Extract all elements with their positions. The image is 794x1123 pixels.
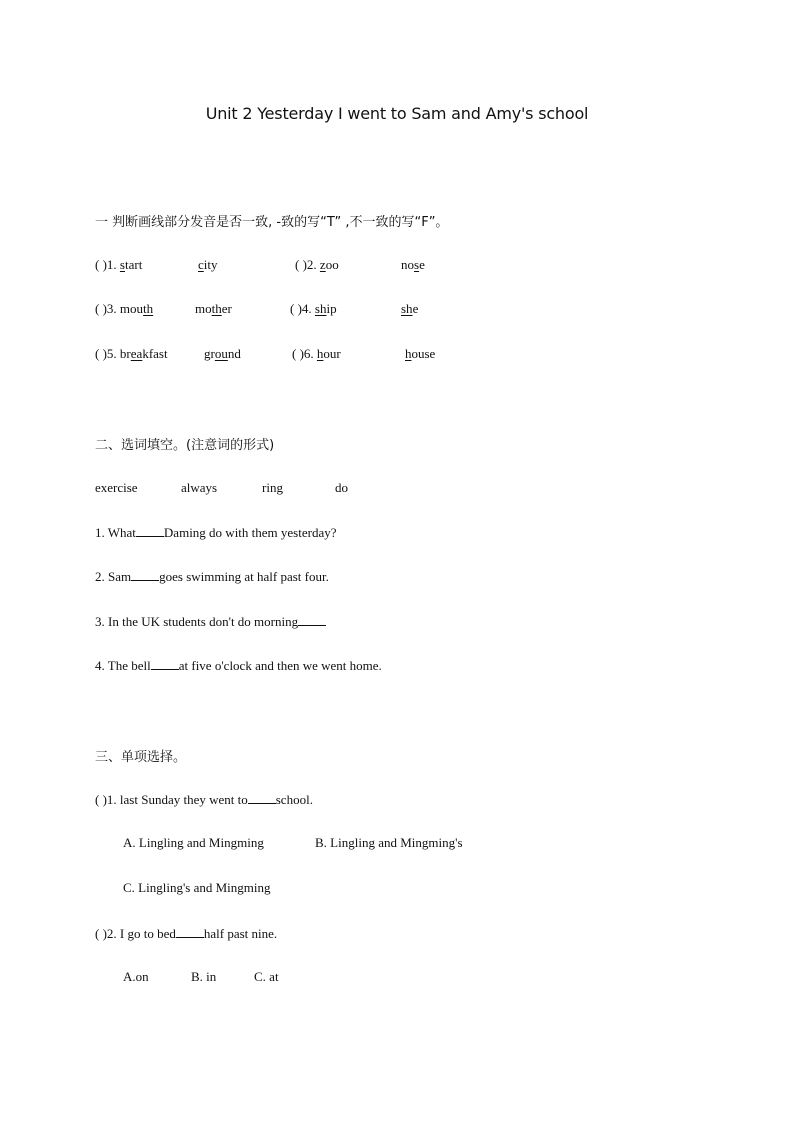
fill-question: 3. In the UK students don't do morning [95,613,326,630]
option-b[interactable]: B. in [191,969,217,984]
answer-blank[interactable] [248,791,276,804]
word: ground [204,346,241,361]
answer-paren[interactable]: ( ) [292,346,304,361]
option-b[interactable]: B. Lingling and Mingming's [315,835,463,850]
answer-paren[interactable]: ( ) [95,257,107,272]
question-item: ( )2. zoo [295,257,339,272]
word: she [401,301,419,316]
section2-heading: 二、选词填空。(注意词的形式) [95,438,275,453]
word: mother [195,301,232,316]
choice-question: ( )2. I go to bed half past nine. [95,926,278,941]
word: ship [314,301,337,316]
answer-blank[interactable] [136,524,164,537]
option-a[interactable]: A. Lingling and Mingming [123,835,264,850]
answer-blank[interactable] [131,568,159,581]
word-bank-item: do [335,480,348,495]
word: hour [316,346,341,361]
word: city [198,257,218,272]
section1-heading: 一 判断画线部分发音是否一致, -致的写“T” ,不一致的写“F”。 [95,215,449,230]
word: breakfast [119,346,168,361]
word: nose [401,257,425,272]
section3-heading: 三、单项选择。 [95,750,187,765]
question-item: ( )4. ship [290,301,337,316]
option-c[interactable]: C. Lingling's and Mingming [123,880,271,895]
answer-paren[interactable]: ( ) [95,792,107,807]
fill-question: 1. What Daming do with them yesterday? [95,525,337,540]
question-item: ( )6. hour [292,346,341,361]
answer-blank[interactable] [298,613,326,626]
answer-paren[interactable]: ( ) [295,257,307,272]
page-title: Unit 2 Yesterday I went to Sam and Amy's school [205,104,589,123]
answer-blank[interactable] [151,657,179,670]
fill-question: 2. Sam goes swimming at half past four. [95,569,329,584]
option-a[interactable]: A.on [123,969,149,984]
word-bank-item: exercise [95,480,138,495]
word-bank-item: always [181,480,218,495]
word-bank-item: ring [262,480,283,495]
answer-blank[interactable] [176,925,204,938]
choice-question: ( )1. last Sunday they went to school. [95,792,313,807]
option-c[interactable]: C. at [254,969,279,984]
word: mouth [119,301,154,316]
word: start [119,257,143,272]
question-item: ( )3. mouth [95,301,154,316]
answer-paren[interactable]: ( ) [95,301,107,316]
question-item: ( )1. start [95,257,143,272]
answer-paren[interactable]: ( ) [95,926,107,941]
word: house [405,346,436,361]
answer-paren[interactable]: ( ) [290,301,302,316]
word: zoo [319,257,339,272]
fill-question: 4. The bell at five o'clock and then we went home. [95,658,382,673]
answer-paren[interactable]: ( ) [95,346,107,361]
question-item: ( )5. breakfast [95,346,168,361]
